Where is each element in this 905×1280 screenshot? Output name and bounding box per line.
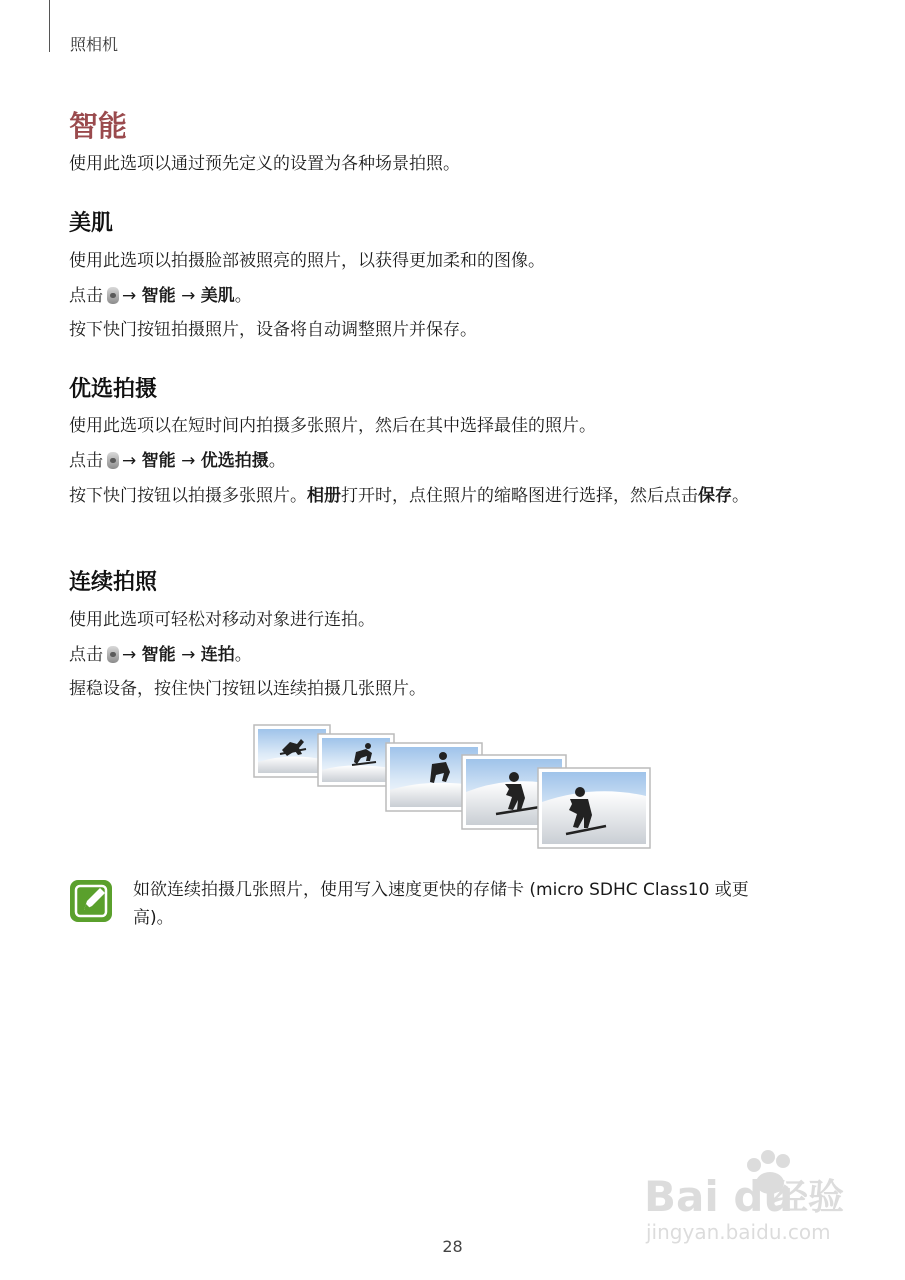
burst-heading: 连续拍照 xyxy=(69,570,158,595)
click-prefix: 点击 xyxy=(69,451,103,471)
step-text: 打开时，点住照片的缩略图进行选择，然后点击 xyxy=(341,486,698,506)
smart-label: 智能 xyxy=(141,451,176,471)
beauty-heading: 美肌 xyxy=(69,211,114,236)
click-prefix: 点击 xyxy=(69,645,103,665)
best-shot-heading: 优选拍摄 xyxy=(69,377,158,402)
photo-frame-5 xyxy=(538,768,650,848)
arrow: → xyxy=(122,451,137,471)
photo-frame-2 xyxy=(318,734,394,786)
watermark-url: jingyan.baidu.com xyxy=(646,1220,831,1244)
burst-shot-illustration xyxy=(250,722,655,852)
header-rule xyxy=(49,0,50,52)
smart-label: 智能 xyxy=(141,645,176,665)
punctuation: 。 xyxy=(234,286,252,306)
beauty-description: 使用此选项以拍摄脸部被照亮的照片，以获得更加柔和的图像。 xyxy=(69,251,545,271)
arrow: → xyxy=(122,645,137,665)
camera-settings-icon xyxy=(107,646,119,663)
watermark-brand-cn: 经验 xyxy=(772,1177,845,1218)
arrow: → xyxy=(181,645,196,665)
smart-label: 智能 xyxy=(141,286,176,306)
burst-step: 握稳设备，按住快门按钮以连续拍摄几张照片。 xyxy=(69,679,426,699)
punctuation: 。 xyxy=(234,645,252,665)
save-label: 保存 xyxy=(698,486,732,506)
chapter-title: 照相机 xyxy=(70,35,119,54)
burst-click-instruction xyxy=(69,641,252,669)
baidu-watermark-logo xyxy=(640,1143,860,1248)
step-text: 按下快门按钮以拍摄多张照片。 xyxy=(69,486,307,506)
note-pencil-icon xyxy=(68,878,114,924)
punctuation: 。 xyxy=(732,486,749,506)
album-label: 相册 xyxy=(307,486,341,506)
best-shot-step xyxy=(69,482,839,510)
beauty-mode-label: 美肌 xyxy=(200,286,235,306)
beauty-step: 按下快门按钮拍摄照片，设备将自动调整照片并保存。 xyxy=(69,320,477,340)
punctuation: 。 xyxy=(268,451,286,471)
note-text: 如欲连续拍摄几张照片，使用写入速度更快的存储卡 (micro SDHC Class10 或更高)。 xyxy=(133,880,749,928)
best-shot-click-instruction xyxy=(69,447,286,475)
burst-mode-label: 连拍 xyxy=(200,645,235,665)
burst-description: 使用此选项可轻松对移动对象进行连拍。 xyxy=(69,610,375,630)
camera-settings-icon xyxy=(107,287,119,304)
page-number: 28 xyxy=(442,1237,463,1256)
arrow: → xyxy=(122,286,137,306)
page-title: 智能 xyxy=(69,109,128,143)
arrow: → xyxy=(181,286,196,306)
beauty-click-instruction xyxy=(69,282,252,310)
section-intro: 使用此选项以通过预先定义的设置为各种场景拍照。 xyxy=(69,154,460,174)
watermark-brand: Bai du xyxy=(644,1172,794,1221)
best-shot-description: 使用此选项以在短时间内拍摄多张照片，然后在其中选择最佳的照片。 xyxy=(69,416,596,436)
click-prefix: 点击 xyxy=(69,286,103,306)
camera-settings-icon xyxy=(107,452,119,469)
best-shot-mode-label: 优选拍摄 xyxy=(200,451,269,471)
arrow: → xyxy=(181,451,196,471)
